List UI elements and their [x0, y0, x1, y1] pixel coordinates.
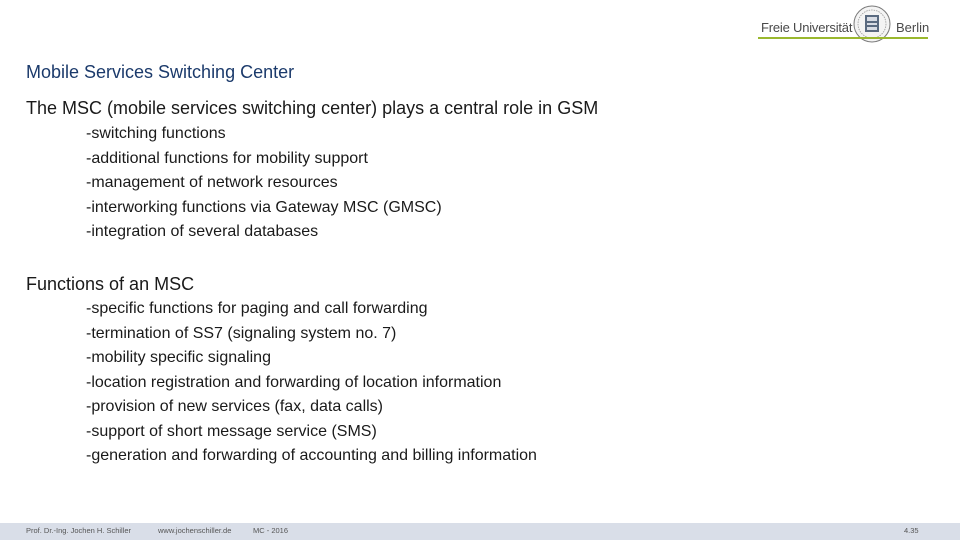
list-item: -interworking functions via Gateway MSC (GMSC)	[86, 198, 442, 216]
list-item: -switching functions	[86, 125, 226, 142]
list-item: -location registration and forwarding of location information	[86, 373, 502, 391]
section-heading-role: The MSC (mobile services switching center) plays a central role in GSM	[26, 98, 599, 118]
list-item: -provision of new services (fax, data calls)	[86, 398, 383, 415]
footer-website: www.jochenschiller.de	[158, 526, 232, 535]
list-item: -specific functions for paging and call forwarding	[86, 300, 428, 317]
list-item: -generation and forwarding of accounting and billing information	[86, 447, 537, 464]
list-item: -support of short message service (SMS)	[86, 422, 377, 440]
list-item: -integration of several databases	[86, 223, 319, 240]
footer-author: Prof. Dr.-Ing. Jochen H. Schiller	[26, 526, 132, 535]
section-heading-functions: Functions of an MSC	[26, 274, 195, 294]
slide-footer	[0, 523, 960, 540]
list-item: -mobility specific signaling	[86, 349, 271, 366]
list-item: -termination of SS7 (signaling system no. 7)	[86, 324, 397, 342]
list-msc-functions	[86, 297, 537, 469]
list-msc-role	[86, 122, 442, 245]
logo-university-text: Freie Universität	[761, 20, 853, 35]
university-logo	[758, 4, 930, 48]
logo-city-text: Berlin	[896, 20, 930, 35]
footer-page-number: 4.35	[904, 526, 919, 535]
list-item: -management of network resources	[86, 174, 338, 191]
list-item: -additional functions for mobility support	[86, 149, 368, 167]
footer-course: MC - 2016	[253, 526, 289, 535]
slide-title: Mobile Services Switching Center	[26, 62, 295, 82]
logo-underline	[758, 37, 928, 39]
